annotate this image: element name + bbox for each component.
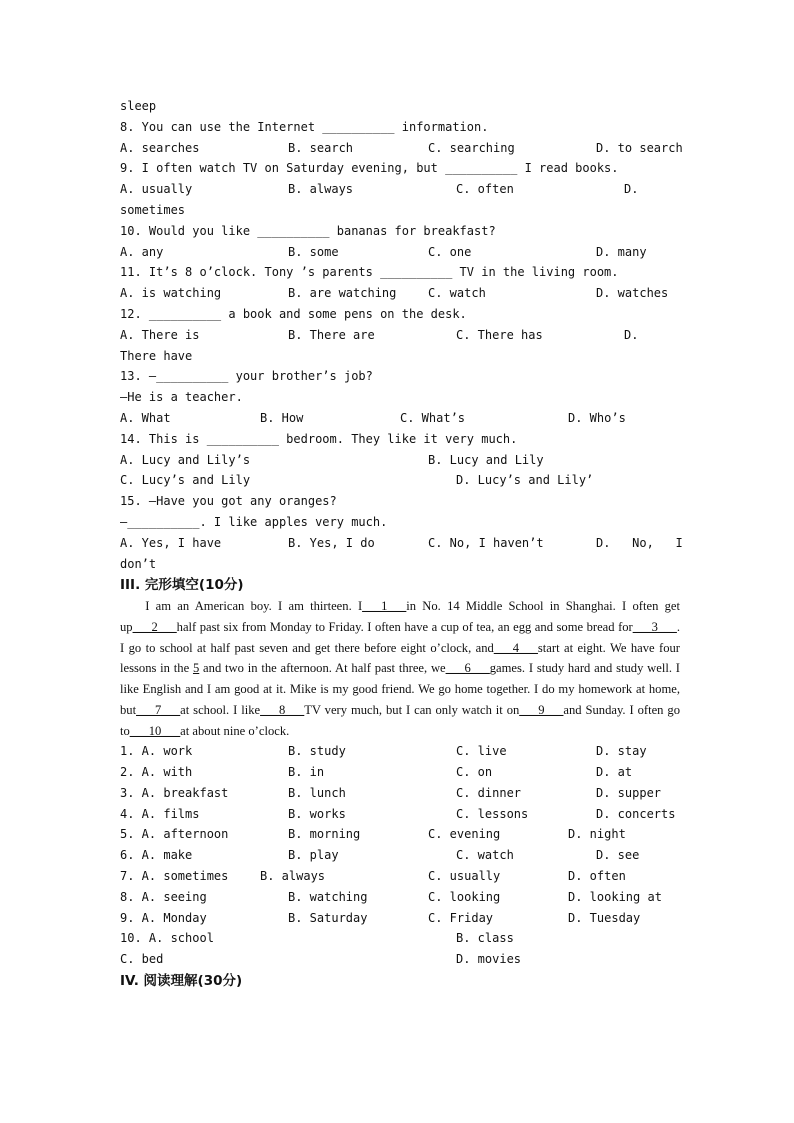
options-row <box>120 928 680 949</box>
passage-text: in No. 14 Middle School in Shanghai. I often get up <box>120 599 680 635</box>
option-c: C. dinner <box>456 785 522 800</box>
cloze-blank: ___4___ <box>493 640 538 655</box>
option-d: D. <box>624 182 639 197</box>
option-d: D. Who’s <box>568 410 626 425</box>
passage-text: and Sunday. I often go to <box>120 702 680 738</box>
cloze-blank: ___6___ <box>445 661 490 676</box>
option-b: B. Yes, I do <box>288 535 375 550</box>
question-line: sleep <box>120 99 157 113</box>
options-row <box>120 470 680 491</box>
option-b: B. How <box>260 410 304 425</box>
option-a: 7. A. sometimes <box>120 869 229 884</box>
question-line: don’t <box>120 556 157 571</box>
passage-text: at school. I like <box>180 702 261 717</box>
option-a: A. What <box>120 410 171 425</box>
options-row <box>120 138 683 159</box>
option-c: C. Friday <box>428 910 494 925</box>
option-b: B. morning <box>288 827 361 842</box>
option-b: B. watching <box>288 889 368 904</box>
option-d: D. looking at <box>568 889 662 904</box>
options-row <box>120 949 680 970</box>
passage-text: half past six from Monday to Friday. I often have a cup of tea, an egg and some bread for <box>176 620 633 635</box>
cloze-blank: ___8___ <box>260 702 305 717</box>
option-a: 9. A. Monday <box>120 910 207 925</box>
option-b: D. Lucy’s and Lily’ <box>456 473 594 488</box>
option-d: D. Tuesday <box>568 910 641 925</box>
options-row <box>120 887 680 908</box>
option-b: B. study <box>288 744 346 759</box>
option-d: D. often <box>568 869 626 884</box>
option-c: C. There has <box>456 327 543 342</box>
options-row <box>120 533 683 554</box>
option-b: B. always <box>260 869 326 884</box>
options-row <box>120 783 680 804</box>
option-c: C. usually <box>428 869 501 884</box>
option-b: D. movies <box>456 952 522 967</box>
option-b: B. Saturday <box>288 910 368 925</box>
options-row <box>120 179 680 200</box>
cloze-blank: ___3___ <box>632 620 677 635</box>
option-c: C. on <box>456 765 493 780</box>
question-line: sometimes <box>120 202 186 217</box>
question-line: 15. —Have you got any oranges? <box>120 494 337 509</box>
question-line: —__________. I like apples very much. <box>120 514 388 529</box>
option-a: A. searches <box>120 140 200 155</box>
option-c: C. searching <box>428 140 515 155</box>
option-a: 6. A. make <box>120 848 193 863</box>
option-c: C. one <box>428 244 472 259</box>
option-d: D. concerts <box>596 806 676 821</box>
option-b: B. some <box>288 244 339 259</box>
option-b: B. Lucy and Lily <box>428 452 544 467</box>
option-b: B. always <box>288 182 354 197</box>
option-a: A. Lucy and Lily’s <box>120 452 251 467</box>
passage-text: start at eight. We have four lessons in the <box>120 640 680 676</box>
exam-page <box>120 96 683 992</box>
passage-text: TV very much, but I can only watch it on <box>304 702 520 717</box>
multiple-choice-questions <box>120 96 683 574</box>
option-a: 2. A. with <box>120 765 193 780</box>
section-heading-reading: IV. 阅读理解(30分) <box>120 973 243 990</box>
cloze-options <box>120 741 680 970</box>
options-row <box>120 450 680 471</box>
option-c: C. evening <box>428 827 501 842</box>
option-c: C. often <box>456 182 514 197</box>
passage-text: . I go to school at half past seven and get there before eight o’clock, and <box>120 620 680 655</box>
options-row <box>120 283 680 304</box>
question-line: 12. __________ a book and some pens on the desk. <box>120 306 467 321</box>
option-d: D. many <box>596 244 647 259</box>
option-a: A. There is <box>120 327 200 342</box>
question-line: 11. It’s 8 o’clock. Tony ’s parents __________ TV in the living room. <box>120 265 619 280</box>
options-row <box>120 866 680 887</box>
option-b: B. in <box>288 765 325 780</box>
option-c: C. live <box>456 744 507 759</box>
option-a: A. usually <box>120 182 193 197</box>
section-heading-cloze: III. 完形填空(10分) <box>120 577 244 594</box>
passage-text: and two in the afternoon. At half past three, we <box>199 661 446 676</box>
option-b: B. play <box>288 848 339 863</box>
option-c: C. watch <box>428 286 486 301</box>
options-row <box>120 242 680 263</box>
option-d: D. No, I <box>596 535 683 550</box>
cloze-blank: ___9___ <box>519 702 564 717</box>
option-c: C. lessons <box>456 806 529 821</box>
option-c: C. looking <box>428 889 501 904</box>
option-a: 1. A. work <box>120 744 193 759</box>
option-d: D. <box>624 327 639 342</box>
option-b: B. There are <box>288 327 375 342</box>
cloze-blank: ___2___ <box>132 620 177 635</box>
option-a: 4. A. films <box>120 806 200 821</box>
options-row <box>120 804 680 825</box>
options-row <box>120 741 680 762</box>
cloze-blank: ___10___ <box>129 723 181 738</box>
cloze-passage <box>120 596 680 741</box>
option-b: B. works <box>288 806 346 821</box>
option-a: C. bed <box>120 952 164 967</box>
options-row <box>120 908 680 929</box>
option-d: D. supper <box>596 785 662 800</box>
passage-text: I am an American boy. I am thirteen. I <box>145 599 363 614</box>
options-row <box>120 824 680 845</box>
option-b: B. are watching <box>288 286 397 301</box>
option-a: A. Yes, I have <box>120 535 222 550</box>
option-d: D. stay <box>596 744 647 759</box>
option-b: B. class <box>456 931 514 946</box>
option-a: A. any <box>120 244 164 259</box>
passage-text: at about nine o’clock. <box>180 723 290 738</box>
options-row <box>120 325 680 346</box>
question-line: 14. This is __________ bedroom. They like it very much. <box>120 431 518 446</box>
option-c: C. watch <box>456 848 514 863</box>
cloze-blank: ___7___ <box>136 702 181 717</box>
option-b: B. search <box>288 140 354 155</box>
cloze-blank: ___1___ <box>362 599 407 614</box>
option-a: 8. A. seeing <box>120 889 207 904</box>
passage-text: games. I study hard and study well. I like English and I am good at it. Mike is my good friend. We go home together. I do my homework at home, but <box>120 661 680 717</box>
option-d: D. night <box>568 827 626 842</box>
option-a: C. Lucy’s and Lily <box>120 473 251 488</box>
option-c: C. What’s <box>400 410 466 425</box>
option-d: D. to search <box>596 140 683 155</box>
option-d: D. at <box>596 765 633 780</box>
option-a: 3. A. breakfast <box>120 785 229 800</box>
option-a: A. is watching <box>120 286 222 301</box>
option-a: 5. A. afternoon <box>120 827 229 842</box>
question-line: —He is a teacher. <box>120 390 243 405</box>
question-line: 9. I often watch TV on Saturday evening, but __________ I read books. <box>120 161 619 176</box>
question-line: 13. —__________ your brother’s job? <box>120 369 373 384</box>
options-row <box>120 845 680 866</box>
options-row <box>120 762 680 783</box>
option-d: D. see <box>596 848 640 863</box>
question-line: There have <box>120 348 193 363</box>
question-line: 8. You can use the Internet __________ information. <box>120 119 489 134</box>
options-row <box>120 408 680 429</box>
cloze-blank: 5 <box>192 661 200 676</box>
option-d: D. watches <box>596 286 669 301</box>
option-b: B. lunch <box>288 785 346 800</box>
option-c: C. No, I haven’t <box>428 535 544 550</box>
option-a: 10. A. school <box>120 931 214 946</box>
question-line: 10. Would you like __________ bananas for breakfast? <box>120 223 496 238</box>
